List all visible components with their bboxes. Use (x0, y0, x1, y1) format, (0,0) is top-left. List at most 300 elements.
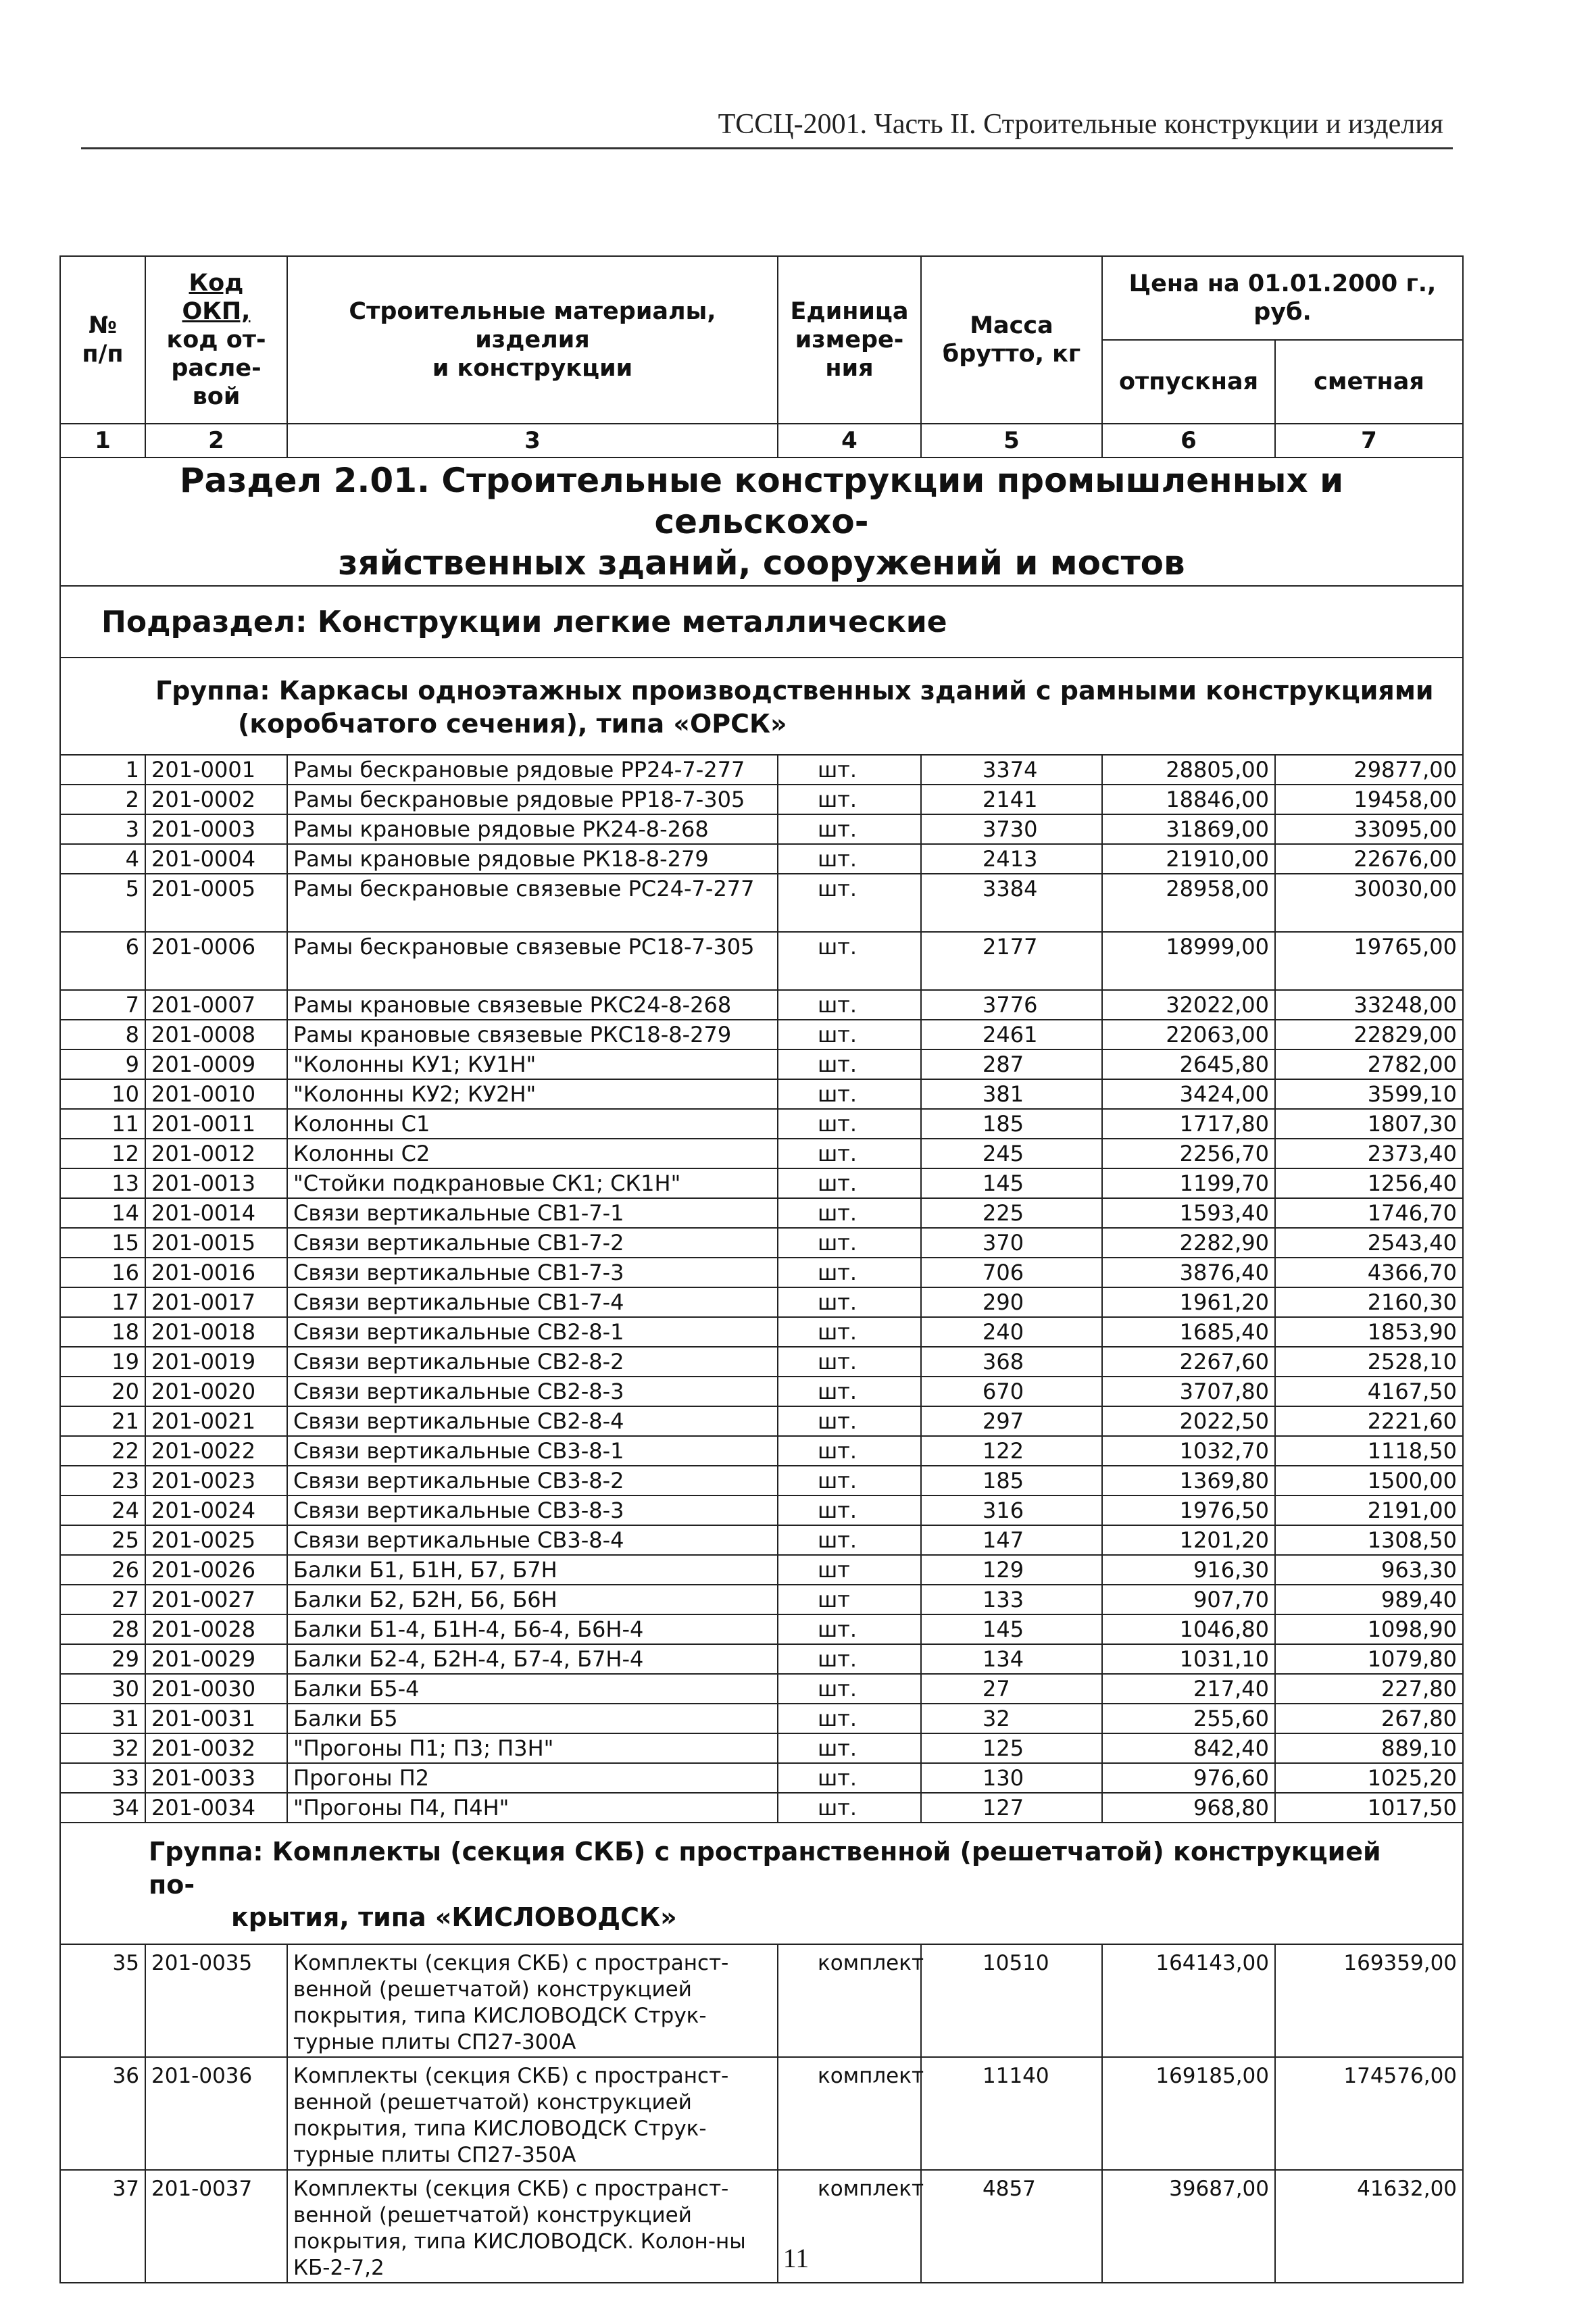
row-estimate-price: 989,40 (1275, 1585, 1463, 1614)
row-name: "Стойки подкрановые СК1; СК1Н" (287, 1168, 778, 1198)
row-code: 201-0019 (145, 1347, 287, 1377)
row-name: Связи вертикальные СВ3-8-1 (287, 1436, 778, 1466)
row-name: Связи вертикальные СВ2-8-4 (287, 1406, 778, 1436)
header-price-line1: Цена на 01.01.2000 г., (1128, 270, 1437, 297)
group-title-line1: Группа: Каркасы одноэтажных производственных зданий с рамными конструкциями (155, 676, 1434, 706)
row-estimate-price: 1098,90 (1275, 1614, 1463, 1644)
header-price-group (1102, 256, 1463, 340)
row-release-price: 1717,80 (1102, 1109, 1275, 1139)
header-okp-line2: ОКП, (182, 298, 251, 325)
row-release-price: 28805,00 (1102, 755, 1275, 785)
row-number: 36 (60, 2057, 145, 2170)
table-row (60, 1109, 1463, 1139)
row-unit: шт. (778, 1614, 921, 1644)
row-number: 13 (60, 1168, 145, 1198)
row-name: "Колонны КУ1; КУ1Н" (287, 1049, 778, 1079)
row-name: Рамы бескрановые рядовые РР24-7-277 (287, 755, 778, 785)
row-release-price: 217,40 (1102, 1674, 1275, 1704)
row-mass: 27 (921, 1674, 1102, 1704)
row-mass: 145 (921, 1614, 1102, 1644)
row-number: 29 (60, 1644, 145, 1674)
row-mass: 3776 (921, 990, 1102, 1020)
row-number: 19 (60, 1347, 145, 1377)
row-code: 201-0015 (145, 1228, 287, 1258)
row-release-price: 1685,40 (1102, 1317, 1275, 1347)
row-code: 201-0003 (145, 814, 287, 844)
table-row (60, 785, 1463, 814)
row-number: 3 (60, 814, 145, 844)
row-name: Балки Б1, Б1Н, Б7, Б7Н (287, 1555, 778, 1585)
row-name: Рамы крановые рядовые РК18-8-279 (287, 844, 778, 874)
row-unit: шт. (778, 1525, 921, 1555)
row-number: 8 (60, 1020, 145, 1049)
row-unit: шт. (778, 1198, 921, 1228)
row-mass: 2141 (921, 785, 1102, 814)
row-mass: 297 (921, 1406, 1102, 1436)
row-estimate-price: 1079,80 (1275, 1644, 1463, 1674)
row-code: 201-0033 (145, 1763, 287, 1793)
row-name: Балки Б5-4 (287, 1674, 778, 1704)
row-mass: 225 (921, 1198, 1102, 1228)
row-mass: 240 (921, 1317, 1102, 1347)
header-num-line1: № (88, 312, 118, 339)
row-unit: шт. (778, 1287, 921, 1317)
row-estimate-price: 33095,00 (1275, 814, 1463, 844)
row-code: 201-0006 (145, 932, 287, 990)
row-estimate-price: 1853,90 (1275, 1317, 1463, 1347)
row-code: 201-0021 (145, 1406, 287, 1436)
table-row (60, 1585, 1463, 1614)
row-unit: шт. (778, 1644, 921, 1674)
row-estimate-price: 30030,00 (1275, 874, 1463, 932)
row-code: 201-0008 (145, 1020, 287, 1049)
header-materials-line1: Строительные материалы, изделия (349, 298, 716, 353)
table-row (60, 1644, 1463, 1674)
row-release-price: 2282,90 (1102, 1228, 1275, 1258)
group-title-line2: крытия, типа «КИСЛОВОДСК» (231, 1902, 677, 1933)
group-title (60, 1823, 1463, 1944)
table-row (60, 755, 1463, 785)
row-code: 201-0010 (145, 1079, 287, 1109)
header-materials-line2: и конструкции (432, 355, 633, 382)
row-unit: шт. (778, 1049, 921, 1079)
table-row (60, 1258, 1463, 1287)
row-number: 10 (60, 1079, 145, 1109)
row-release-price: 3876,40 (1102, 1258, 1275, 1287)
row-unit: комплект (778, 1944, 921, 2057)
row-number: 14 (60, 1198, 145, 1228)
row-code: 201-0013 (145, 1168, 287, 1198)
row-code: 201-0031 (145, 1704, 287, 1733)
row-number: 25 (60, 1525, 145, 1555)
row-unit: шт. (778, 1079, 921, 1109)
row-number: 7 (60, 990, 145, 1020)
row-release-price: 164143,00 (1102, 1944, 1275, 2057)
row-mass: 3374 (921, 755, 1102, 785)
row-unit: шт. (778, 1377, 921, 1406)
row-code: 201-0011 (145, 1109, 287, 1139)
row-number: 12 (60, 1139, 145, 1168)
header-num (60, 256, 145, 424)
table-row (60, 1049, 1463, 1079)
row-release-price: 907,70 (1102, 1585, 1275, 1614)
table-row (60, 1139, 1463, 1168)
row-unit: шт. (778, 874, 921, 932)
row-code: 201-0001 (145, 755, 287, 785)
row-unit: шт. (778, 1406, 921, 1436)
row-mass: 4857 (921, 2170, 1102, 2283)
row-release-price: 2645,80 (1102, 1049, 1275, 1079)
table-row (60, 1733, 1463, 1763)
row-release-price: 1031,10 (1102, 1644, 1275, 1674)
row-unit: шт. (778, 1495, 921, 1525)
table-row (60, 844, 1463, 874)
row-number: 32 (60, 1733, 145, 1763)
table-row (60, 1317, 1463, 1347)
header-okp-line4: расле- (171, 355, 262, 382)
row-mass: 287 (921, 1049, 1102, 1079)
header-mass (921, 256, 1102, 424)
row-number: 27 (60, 1585, 145, 1614)
row-mass: 145 (921, 1168, 1102, 1198)
section-title-line1: Раздел 2.01. Строительные конструкции промышленных и сельскохо- (179, 460, 1344, 541)
row-number: 23 (60, 1466, 145, 1495)
row-mass: 2177 (921, 932, 1102, 990)
row-release-price: 18846,00 (1102, 785, 1275, 814)
row-name: Балки Б1-4, Б1Н-4, Б6-4, Б6Н-4 (287, 1614, 778, 1644)
row-release-price: 1369,80 (1102, 1466, 1275, 1495)
row-name: Комплекты (секция СКБ) с пространст-венной (решетчатой) конструкцией покрытия, типа КИСЛОВОДСК Струк-турные плиты СП27-300А (287, 1944, 778, 2057)
column-number: 7 (1275, 424, 1463, 458)
table-row (60, 1555, 1463, 1585)
row-number: 26 (60, 1555, 145, 1585)
row-mass: 147 (921, 1525, 1102, 1555)
row-code: 201-0026 (145, 1555, 287, 1585)
row-unit: шт. (778, 1168, 921, 1198)
row-unit: шт (778, 1555, 921, 1585)
row-unit: шт (778, 1585, 921, 1614)
row-estimate-price: 19458,00 (1275, 785, 1463, 814)
header-mass-line2: брутто, кг (942, 341, 1081, 368)
row-release-price: 255,60 (1102, 1704, 1275, 1733)
column-number: 6 (1102, 424, 1275, 458)
row-release-price: 31869,00 (1102, 814, 1275, 844)
row-name: Рамы бескрановые связевые РС18-7-305 (287, 932, 778, 990)
row-name: Связи вертикальные СВ2-8-2 (287, 1347, 778, 1377)
row-mass: 130 (921, 1763, 1102, 1793)
table-row (60, 1377, 1463, 1406)
row-unit: шт. (778, 932, 921, 990)
row-number: 24 (60, 1495, 145, 1525)
row-mass: 3730 (921, 814, 1102, 844)
row-estimate-price: 267,80 (1275, 1704, 1463, 1733)
row-estimate-price: 3599,10 (1275, 1079, 1463, 1109)
header-num-line2: п/п (82, 341, 124, 368)
row-number: 20 (60, 1377, 145, 1406)
table-row (60, 1525, 1463, 1555)
row-mass: 125 (921, 1733, 1102, 1763)
row-name: "Прогоны П4, П4Н" (287, 1793, 778, 1823)
table-row (60, 874, 1463, 932)
row-estimate-price: 2221,60 (1275, 1406, 1463, 1436)
row-estimate-price: 1807,30 (1275, 1109, 1463, 1139)
row-estimate-price: 22676,00 (1275, 844, 1463, 874)
row-unit: шт. (778, 1109, 921, 1139)
row-name: Комплекты (секция СКБ) с пространст-венной (решетчатой) конструкцией покрытия, типа КИСЛОВОДСК. Колон-ны КБ-2-7,2 (287, 2170, 778, 2283)
row-number: 18 (60, 1317, 145, 1347)
row-unit: шт. (778, 1674, 921, 1704)
row-release-price: 28958,00 (1102, 874, 1275, 932)
row-code: 201-0032 (145, 1733, 287, 1763)
row-mass: 32 (921, 1704, 1102, 1733)
row-mass: 381 (921, 1079, 1102, 1109)
row-estimate-price: 41632,00 (1275, 2170, 1463, 2283)
row-code: 201-0025 (145, 1525, 287, 1555)
row-code: 201-0018 (145, 1317, 287, 1347)
row-mass: 670 (921, 1377, 1102, 1406)
row-estimate-price: 1118,50 (1275, 1436, 1463, 1466)
row-mass: 3384 (921, 874, 1102, 932)
row-code: 201-0035 (145, 1944, 287, 2057)
row-mass: 316 (921, 1495, 1102, 1525)
row-release-price: 169185,00 (1102, 2057, 1275, 2170)
row-code: 201-0012 (145, 1139, 287, 1168)
row-estimate-price: 227,80 (1275, 1674, 1463, 1704)
row-unit: шт. (778, 1466, 921, 1495)
row-estimate-price: 2782,00 (1275, 1049, 1463, 1079)
row-number: 11 (60, 1109, 145, 1139)
running-header: ТССЦ-2001. Часть II. Строительные конструкции и изделия (718, 109, 1443, 140)
row-name: Колонны С2 (287, 1139, 778, 1168)
row-estimate-price: 174576,00 (1275, 2057, 1463, 2170)
table-row (60, 1079, 1463, 1109)
table-row (60, 1674, 1463, 1704)
row-release-price: 3424,00 (1102, 1079, 1275, 1109)
row-release-price: 1961,20 (1102, 1287, 1275, 1317)
row-code: 201-0004 (145, 844, 287, 874)
row-name: Рамы бескрановые связевые РС24-7-277 (287, 874, 778, 932)
table-row (60, 1228, 1463, 1258)
row-mass: 129 (921, 1555, 1102, 1585)
row-code: 201-0029 (145, 1644, 287, 1674)
header-rule (81, 147, 1453, 149)
row-release-price: 2267,60 (1102, 1347, 1275, 1377)
table-row (60, 1944, 1463, 2057)
row-name: Связи вертикальные СВ1-7-1 (287, 1198, 778, 1228)
row-estimate-price: 4366,70 (1275, 1258, 1463, 1287)
row-mass: 122 (921, 1436, 1102, 1466)
row-estimate-price: 2528,10 (1275, 1347, 1463, 1377)
row-unit: шт. (778, 844, 921, 874)
header-unit-line1: Единица (790, 298, 909, 325)
row-estimate-price: 22829,00 (1275, 1020, 1463, 1049)
row-code: 201-0020 (145, 1377, 287, 1406)
row-release-price: 1032,70 (1102, 1436, 1275, 1466)
row-unit: шт. (778, 1020, 921, 1049)
header-mass-line1: Масса (970, 312, 1053, 339)
row-name: Рамы крановые рядовые РК24-8-268 (287, 814, 778, 844)
row-estimate-price: 1017,50 (1275, 1793, 1463, 1823)
table-row (60, 932, 1463, 990)
row-code: 201-0023 (145, 1466, 287, 1495)
row-mass: 290 (921, 1287, 1102, 1317)
section-title (60, 458, 1463, 586)
row-estimate-price: 19765,00 (1275, 932, 1463, 990)
row-estimate-price: 1500,00 (1275, 1466, 1463, 1495)
row-code: 201-0037 (145, 2170, 287, 2283)
row-release-price: 842,40 (1102, 1733, 1275, 1763)
column-number: 2 (145, 424, 287, 458)
row-number: 21 (60, 1406, 145, 1436)
row-number: 16 (60, 1258, 145, 1287)
row-code: 201-0030 (145, 1674, 287, 1704)
row-release-price: 1046,80 (1102, 1614, 1275, 1644)
row-estimate-price: 1746,70 (1275, 1198, 1463, 1228)
row-mass: 127 (921, 1793, 1102, 1823)
row-name: Связи вертикальные СВ2-8-3 (287, 1377, 778, 1406)
row-number: 1 (60, 755, 145, 785)
row-release-price: 1199,70 (1102, 1168, 1275, 1198)
column-number: 1 (60, 424, 145, 458)
row-name: Связи вертикальные СВ3-8-2 (287, 1466, 778, 1495)
row-release-price: 21910,00 (1102, 844, 1275, 874)
row-release-price: 3707,80 (1102, 1377, 1275, 1406)
row-name: Связи вертикальные СВ1-7-2 (287, 1228, 778, 1258)
row-estimate-price: 169359,00 (1275, 1944, 1463, 2057)
row-name: Связи вертикальные СВ1-7-3 (287, 1258, 778, 1287)
row-code: 201-0009 (145, 1049, 287, 1079)
row-number: 2 (60, 785, 145, 814)
row-release-price: 2256,70 (1102, 1139, 1275, 1168)
row-name: "Колонны КУ2; КУ2Н" (287, 1079, 778, 1109)
header-price-release: отпускная (1102, 340, 1275, 424)
row-unit: шт. (778, 1317, 921, 1347)
price-table (59, 255, 1464, 2283)
row-unit: шт. (778, 1793, 921, 1823)
row-name: Рамы бескрановые рядовые РР18-7-305 (287, 785, 778, 814)
row-name: "Прогоны П1; П3; П3Н" (287, 1733, 778, 1763)
row-release-price: 2022,50 (1102, 1406, 1275, 1436)
row-estimate-price: 1308,50 (1275, 1525, 1463, 1555)
row-name: Балки Б2, Б2Н, Б6, Б6Н (287, 1585, 778, 1614)
row-unit: шт. (778, 1347, 921, 1377)
row-number: 34 (60, 1793, 145, 1823)
row-number: 15 (60, 1228, 145, 1258)
row-name: Связи вертикальные СВ1-7-4 (287, 1287, 778, 1317)
row-number: 31 (60, 1704, 145, 1733)
table-row (60, 1198, 1463, 1228)
row-name: Рамы крановые связевые РКС18-8-279 (287, 1020, 778, 1049)
row-number: 4 (60, 844, 145, 874)
row-unit: шт. (778, 1704, 921, 1733)
row-number: 33 (60, 1763, 145, 1793)
row-number: 17 (60, 1287, 145, 1317)
row-estimate-price: 2543,40 (1275, 1228, 1463, 1258)
row-code: 201-0028 (145, 1614, 287, 1644)
row-estimate-price: 2373,40 (1275, 1139, 1463, 1168)
row-estimate-price: 33248,00 (1275, 990, 1463, 1020)
row-release-price: 22063,00 (1102, 1020, 1275, 1049)
header-unit-line3: ния (825, 355, 874, 382)
row-mass: 370 (921, 1228, 1102, 1258)
row-number: 22 (60, 1436, 145, 1466)
row-code: 201-0027 (145, 1585, 287, 1614)
row-release-price: 18999,00 (1102, 932, 1275, 990)
row-number: 6 (60, 932, 145, 990)
header-price-line2: руб. (1253, 299, 1312, 326)
row-mass: 706 (921, 1258, 1102, 1287)
table-row (60, 2057, 1463, 2170)
row-release-price: 968,80 (1102, 1793, 1275, 1823)
table-row (60, 1704, 1463, 1733)
table-row (60, 1793, 1463, 1823)
row-number: 5 (60, 874, 145, 932)
table-row (60, 990, 1463, 1020)
row-name: Прогоны П2 (287, 1763, 778, 1793)
header-okp-line3: код от- (166, 326, 266, 353)
row-code: 201-0024 (145, 1495, 287, 1525)
header-okp (145, 256, 287, 424)
row-mass: 10510 (921, 1944, 1102, 2057)
row-mass: 245 (921, 1139, 1102, 1168)
column-number: 5 (921, 424, 1102, 458)
row-code: 201-0002 (145, 785, 287, 814)
row-name: Балки Б2-4, Б2Н-4, Б7-4, Б7Н-4 (287, 1644, 778, 1674)
row-name: Связи вертикальные СВ3-8-4 (287, 1525, 778, 1555)
row-estimate-price: 1256,40 (1275, 1168, 1463, 1198)
row-estimate-price: 963,30 (1275, 1555, 1463, 1585)
row-mass: 368 (921, 1347, 1102, 1377)
table-row (60, 1763, 1463, 1793)
header-price-estimate: сметная (1275, 340, 1463, 424)
row-estimate-price: 2191,00 (1275, 1495, 1463, 1525)
section-title-line2: зяйственных зданий, сооружений и мостов (338, 543, 1185, 583)
row-unit: шт. (778, 785, 921, 814)
row-estimate-price: 2160,30 (1275, 1287, 1463, 1317)
table-row (60, 1436, 1463, 1466)
row-unit: комплект (778, 2057, 921, 2170)
page-number: 11 (782, 2243, 810, 2273)
row-code: 201-0017 (145, 1287, 287, 1317)
row-mass: 185 (921, 1109, 1102, 1139)
table-row (60, 1406, 1463, 1436)
row-code: 201-0014 (145, 1198, 287, 1228)
row-unit: шт. (778, 1139, 921, 1168)
row-number: 35 (60, 1944, 145, 2057)
row-unit: комплект (778, 2170, 921, 2283)
row-number: 9 (60, 1049, 145, 1079)
row-mass: 2413 (921, 844, 1102, 874)
row-mass: 134 (921, 1644, 1102, 1674)
header-okp-line5: вой (192, 383, 241, 410)
row-name: Балки Б5 (287, 1704, 778, 1733)
row-unit: шт. (778, 1258, 921, 1287)
table-row (60, 1347, 1463, 1377)
header-materials (287, 256, 778, 424)
table-row (60, 1020, 1463, 1049)
row-unit: шт. (778, 990, 921, 1020)
table-row (60, 814, 1463, 844)
row-code: 201-0034 (145, 1793, 287, 1823)
row-unit: шт. (778, 1763, 921, 1793)
row-unit: шт. (778, 1436, 921, 1466)
row-estimate-price: 889,10 (1275, 1733, 1463, 1763)
row-mass: 2461 (921, 1020, 1102, 1049)
row-unit: шт. (778, 1228, 921, 1258)
table-row (60, 1466, 1463, 1495)
row-mass: 133 (921, 1585, 1102, 1614)
row-number: 30 (60, 1674, 145, 1704)
